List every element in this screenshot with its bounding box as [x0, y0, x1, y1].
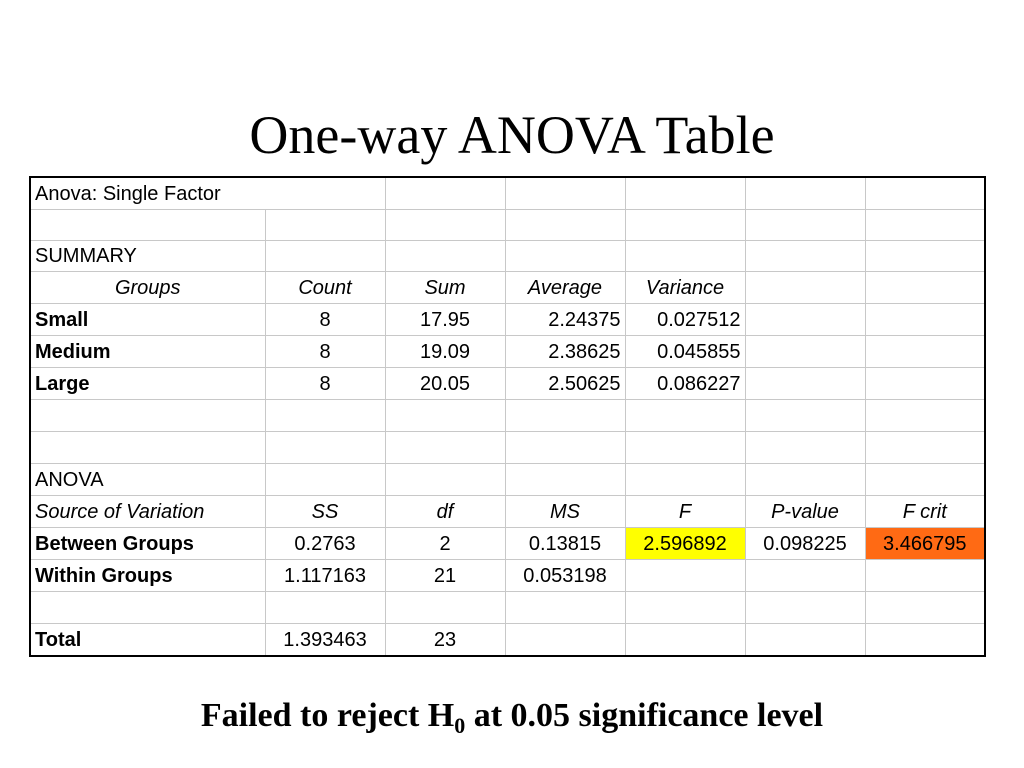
summary-header-variance: Variance: [625, 272, 745, 304]
anova-row-within: [30, 560, 985, 592]
group-average: 2.24375: [505, 304, 625, 336]
cell: [745, 560, 865, 592]
sheet-row: [30, 177, 985, 210]
cell: [505, 464, 625, 496]
cell: [625, 624, 745, 657]
cell: [745, 432, 865, 464]
df-value: 23: [385, 624, 505, 657]
cell: [385, 592, 505, 624]
group-average: 2.50625: [505, 368, 625, 400]
p-value: 0.098225: [745, 528, 865, 560]
ms-value: 0.053198: [505, 560, 625, 592]
conclusion-subscript: 0: [454, 713, 466, 738]
group-variance: 0.027512: [625, 304, 745, 336]
cell: [865, 336, 985, 368]
cell: [505, 592, 625, 624]
sheet-row: [30, 241, 985, 272]
summary-header-row: [30, 272, 985, 304]
cell: [745, 624, 865, 657]
group-count: 8: [265, 336, 385, 368]
cell: [385, 241, 505, 272]
cell: [865, 560, 985, 592]
cell: [385, 464, 505, 496]
cell: [745, 592, 865, 624]
group-sum: 20.05: [385, 368, 505, 400]
anova-spreadsheet: [29, 176, 986, 657]
summary-label: SUMMARY: [30, 241, 265, 272]
summary-header-average: Average: [505, 272, 625, 304]
group-name: Medium: [30, 336, 265, 368]
cell: [625, 241, 745, 272]
cell: [745, 400, 865, 432]
cell: [865, 210, 985, 241]
conclusion-suffix: at 0.05 significance level: [465, 697, 824, 734]
cell: [865, 177, 985, 210]
df-value: 2: [385, 528, 505, 560]
group-count: 8: [265, 304, 385, 336]
cell: [865, 272, 985, 304]
cell: [385, 210, 505, 241]
sheet-heading: Anova: Single Factor: [30, 177, 385, 210]
f-value: 2.596892: [625, 528, 745, 560]
anova-header-row: [30, 496, 985, 528]
anova-row-between: [30, 528, 985, 560]
anova-header-df: df: [385, 496, 505, 528]
cell: [30, 210, 265, 241]
cell: [505, 241, 625, 272]
cell: [265, 592, 385, 624]
group-variance: 0.045855: [625, 336, 745, 368]
anova-label: ANOVA: [30, 464, 265, 496]
cell: [30, 400, 265, 432]
cell: [505, 177, 625, 210]
ms-value: 0.13815: [505, 528, 625, 560]
cell: [505, 400, 625, 432]
cell: [745, 241, 865, 272]
sheet-row: [30, 592, 985, 624]
sheet-row: [30, 432, 985, 464]
group-name: Large: [30, 368, 265, 400]
group-average: 2.38625: [505, 336, 625, 368]
cell: [265, 241, 385, 272]
cell: [865, 304, 985, 336]
anova-header-source: Source of Variation: [30, 496, 265, 528]
cell: [865, 624, 985, 657]
cell: [745, 304, 865, 336]
anova-header-p-value: P-value: [745, 496, 865, 528]
cell: [30, 432, 265, 464]
cell: [745, 272, 865, 304]
conclusion-text: [0, 694, 1024, 738]
ss-value: 0.2763: [265, 528, 385, 560]
cell: [505, 624, 625, 657]
group-count: 8: [265, 368, 385, 400]
sheet-row: [30, 210, 985, 241]
summary-header-groups: Groups: [30, 272, 265, 304]
ss-value: 1.117163: [265, 560, 385, 592]
summary-header-sum: Sum: [385, 272, 505, 304]
cell: [265, 400, 385, 432]
sheet-row: [30, 464, 985, 496]
cell: [625, 592, 745, 624]
cell: [265, 210, 385, 241]
ss-value: 1.393463: [265, 624, 385, 657]
df-value: 21: [385, 560, 505, 592]
group-sum: 17.95: [385, 304, 505, 336]
group-sum: 19.09: [385, 336, 505, 368]
cell: [865, 400, 985, 432]
cell: [745, 336, 865, 368]
source-label: Total: [30, 624, 265, 657]
cell: [865, 241, 985, 272]
cell: [625, 432, 745, 464]
source-label: Between Groups: [30, 528, 265, 560]
cell: [505, 432, 625, 464]
cell: [745, 368, 865, 400]
anova-header-ss: SS: [265, 496, 385, 528]
cell: [625, 560, 745, 592]
cell: [625, 464, 745, 496]
summary-row: [30, 336, 985, 368]
f-crit-value: 3.466795: [865, 528, 985, 560]
anova-header-f-crit: F crit: [865, 496, 985, 528]
anova-header-ms: MS: [505, 496, 625, 528]
cell: [385, 400, 505, 432]
source-label: Within Groups: [30, 560, 265, 592]
anova-header-f: F: [625, 496, 745, 528]
slide-title: One-way ANOVA Table: [249, 105, 775, 165]
summary-row: [30, 368, 985, 400]
cell: [865, 432, 985, 464]
cell: [745, 464, 865, 496]
cell: [625, 177, 745, 210]
cell: [745, 177, 865, 210]
summary-header-count: Count: [265, 272, 385, 304]
cell: [265, 464, 385, 496]
anova-row-total: [30, 624, 985, 657]
group-name: Small: [30, 304, 265, 336]
cell: [745, 210, 865, 241]
cell: [30, 592, 265, 624]
group-variance: 0.086227: [625, 368, 745, 400]
summary-row: [30, 304, 985, 336]
cell: [865, 592, 985, 624]
cell: [505, 210, 625, 241]
cell: [265, 432, 385, 464]
cell: [865, 464, 985, 496]
cell: [385, 177, 505, 210]
cell: [385, 432, 505, 464]
cell: [625, 210, 745, 241]
cell: [865, 368, 985, 400]
conclusion-prefix: Failed to reject H: [200, 697, 455, 734]
cell: [625, 400, 745, 432]
sheet-row: [30, 400, 985, 432]
